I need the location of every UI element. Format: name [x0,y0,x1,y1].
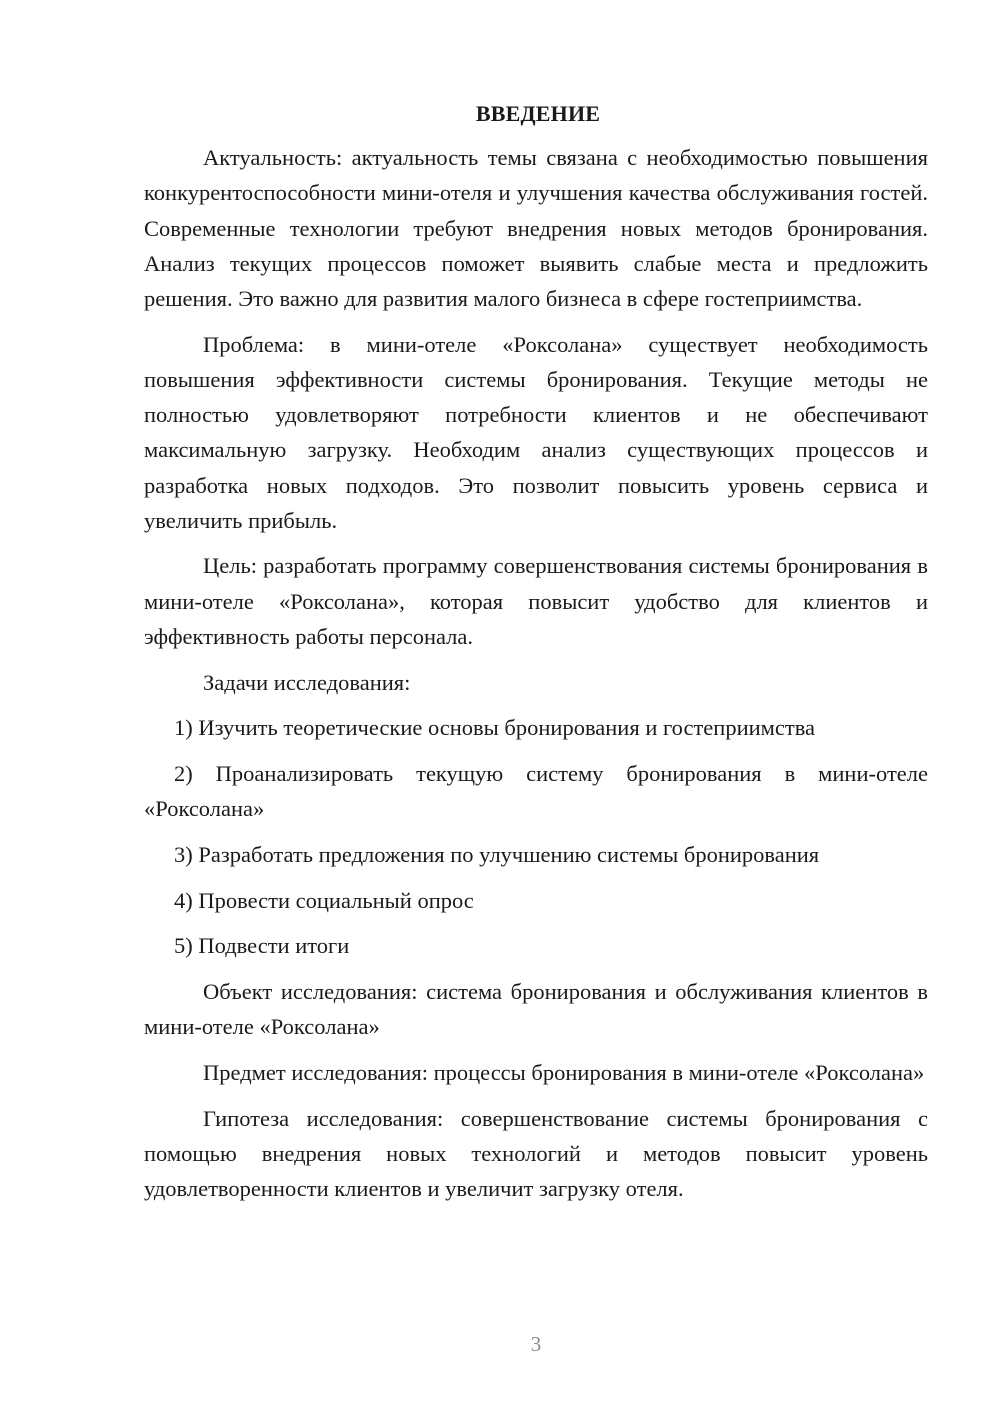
object-paragraph: Объект исследования: система бронирования и обслуживания клиентов в мини-отеле «Роксолана» [144,978,928,1040]
relevance-paragraph: Актуальность: актуальность темы связана с необходимостью повышения конкурентоспособности мини-отеля и улучшения качества обслуживания гостей. Современные технологии требуют внедрения новых методов бронирования. Анализ текущих процессов поможет выявить слабые места и предложить решения. Это важно для развития малого бизнеса в сфере гостеприимства. [144,145,928,312]
task-item-3: 3) Разработать предложения по улучшению системы бронирования [174,841,820,867]
task-item-5: 5) Подвести итоги [174,933,350,959]
task-item-4: 4) Провести социальный опрос [174,887,474,913]
goal-paragraph: Цель: разработать программу совершенствования системы бронирования в мини-отеле «Роксолана», которая повысит удобство для клиентов и эффективность работы персонала. [144,553,928,649]
subject-paragraph: Предмет исследования: процессы бронирования в мини-отеле «Роксолана» [203,1059,925,1085]
section-title: ВВЕДЕНИЕ [475,101,601,126]
page-number: 3 [530,1332,542,1356]
problem-paragraph: Проблема: в мини-отеле «Роксолана» существует необходимость повышения эффективности системы бронирования. Текущие методы не полностью удовлетворяют потребности клиентов и не обеспечивают максимальную загрузку. Необходим анализ существующих процессов и разработка новых подходов. Это позволит повысить уровень сервиса и увеличить прибыль. [144,331,928,533]
hypothesis-paragraph: Гипотеза исследования: совершенствование системы бронирования с помощью внедрения новых технологий и методов повысит уровень удовлетворенности клиентов и увеличит загрузку отеля. [144,1105,928,1201]
tasks-label: Задачи исследования: [203,669,411,695]
task-item-2: 2) Проанализировать текущую систему бронирования в мини-отеле «Роксолана» [144,760,928,822]
tasks-list [144,710,928,963]
page-content [144,96,928,1217]
task-item-1: 1) Изучить теоретические основы бронирования и гостеприимства [174,715,816,741]
